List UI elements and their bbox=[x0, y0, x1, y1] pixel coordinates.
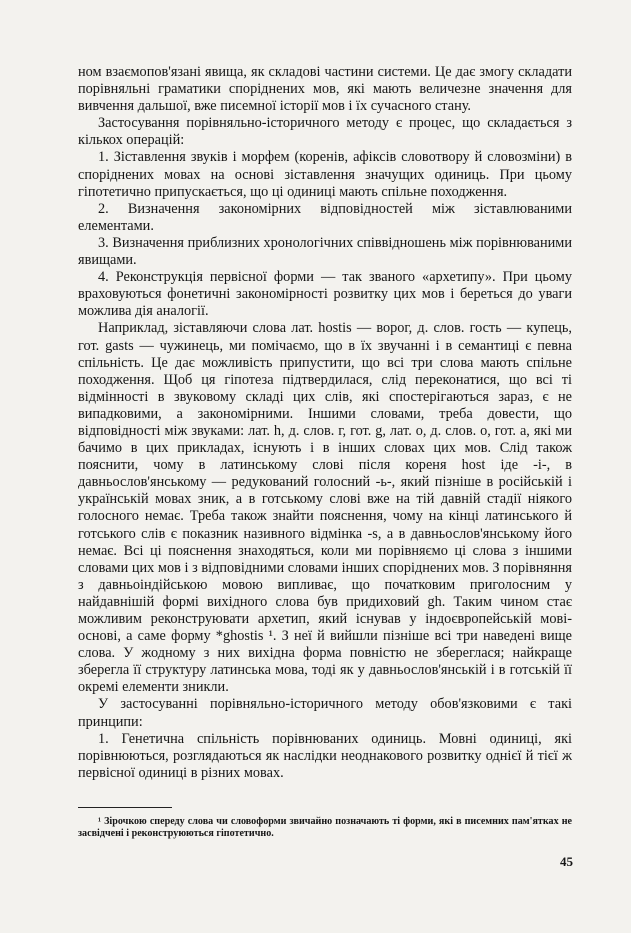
paragraph: У застосуванні порівняльно-історичного методу обов'язковими є такі принципи: bbox=[78, 696, 572, 730]
page-number: 45 bbox=[560, 854, 573, 869]
footnote-divider bbox=[78, 807, 172, 808]
paragraph: ном взаємопов'язані явища, як складові частини системи. Це дає змогу складати порівняльні граматики споріднених мов, які мають величезне значення для вивчення дальшої, вже писемної історії мов і їх сучасного стану. bbox=[78, 64, 572, 115]
paragraph: 1. Зіставлення звуків і морфем (коренів, афіксів словотвору й словозміни) в споріднених мовах на основі зіставлення значущих одиниць. При цьому гіпотетично припускається, що ці одиниці мають спільне походження. bbox=[78, 149, 572, 200]
paragraph: 1. Генетична спільність порівнюваних одиниць. Мовні одиниці, які порівнюються, розглядаються як наслідки неоднакового розвитку однієї й тієї ж первісної одиниці в різних мовах. bbox=[78, 730, 572, 781]
main-text bbox=[78, 64, 572, 782]
paragraph: 2. Визначення закономірних відповідностей між зіставлюваними елементами. bbox=[78, 200, 572, 234]
footnote-text: ¹ Зірочкою спереду слова чи словоформи звичайно позначають ті форми, які в писемних пам'ятках не засвідчені і реконструюються гіпотетично. bbox=[78, 816, 572, 840]
paragraph: 3. Визначення приблизних хронологічних співвідношень між порівнюваними явищами. bbox=[78, 234, 572, 269]
paragraph: Наприклад, зіставляючи слова лат. hostis — ворог, д. слов. гость — купець, гот. gasts — чужинець, ми помічаємо, що в їх звучанні і в семантиці є певна спільність. Це дає можливість припустити, що всі три слова мають спільне походження. Щоб ця гіпотеза підтвердилася, слід переконатися, що всі ті відмінності в звуковому складі цих слів, які спостерігаються зараз, є не випадковими, а закономірними. Іншими словами, треба довести, що відповідності між звуками: лат. h, д. слов. г, гот. g, лат. о, д. слов. о, гот. а, які ми бачимо в цих прикладах, існують і в інших словах цих мов. Слід також пояснити, чому в латинському слові після кореня host іде -i-, в давньослов'янському — редукований голосний -ь-, який пізніше в російській і українській мовах зник, а в готському слові вже на тій давній стадії ніякого голосного немає. Треба також знайти пояснення, чому на кінці латинського й готського слів є показник називного відмінка -s, а в давньослов'янському його немає. Всі ці пояснення знаходяться, коли ми порівняємо ці слова з іншими словами цих мов і з відповідними словами інших споріднених мов. З порівняння з давньоіндійською мовою випливає, що початковим приголосним у найдавнішій формі вихідного слова був придиховий gh. Таким чином стає можливим реконструювати архетип, який існував у індоєвропейській мові-основі, а саме форму *ghostis ¹. З неї й вийшли пізніше всі три наведені вище слова. У жодному з них вихідна форма повністю не збереглася; найкраще зберегла її структуру латинська мова, тоді як у давньослов'янській і в готській її окремі елементи зникли. bbox=[78, 320, 572, 696]
paragraph: Застосування порівняльно-історичного методу є процес, що складається з кількох операцій: bbox=[78, 115, 572, 149]
paragraph: 4. Реконструкція первісної форми — так званого «архетипу». При цьому враховуються фонетичні закономірності розвитку цих мов і береться до уваги можлива дія аналогії. bbox=[78, 269, 572, 320]
footnote bbox=[78, 816, 572, 841]
